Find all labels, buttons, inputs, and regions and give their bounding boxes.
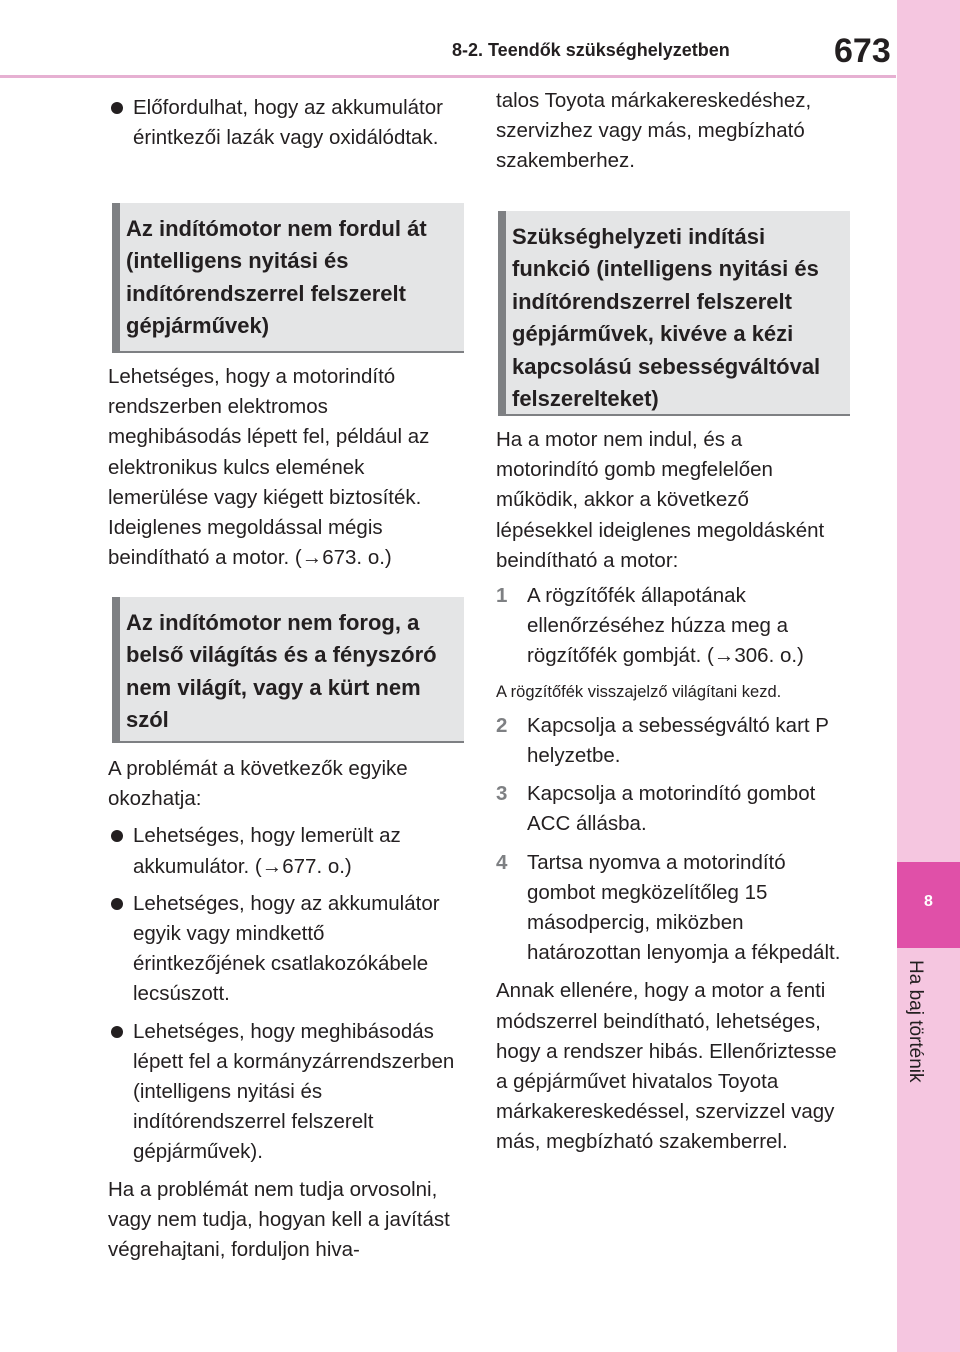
step-3: 3 Kapcsolja a motorindító gombot ACC állásba. — [496, 782, 816, 836]
chapter-label: Ha baj történik — [905, 960, 926, 1083]
page-number: 673 — [834, 32, 891, 70]
list-item: Lehetséges, hogy meghibásodás lépett fel a kormányzárrendszerben (intelligens nyitási és indítórendszerrel felszerelt gépjárművek). — [108, 1017, 460, 1168]
heading-box-starter-not-turn: Az indítómotor nem forog, a belső világítás és a fényszóró nem világít, vagy a kürt nem szól — [112, 597, 464, 743]
right-paragraph-end: Annak ellenére, hogy a motor a fenti módszerrel beindítható, lehetséges, hogy a rendszer hibás. Ellenőriztesse a gépjárművet hivatalos Toyota márkakereskedéssel, szervizzel vagy más, megbízható szakemberrel. — [496, 979, 837, 1154]
bullet-dot-icon — [111, 1026, 123, 1038]
left-paragraph-3: Ha a problémát nem tudja orvosolni, vagy nem tudja, hogyan kell a javítást végrehajtani, forduljon hiva- — [108, 1177, 450, 1262]
section-title: 8-2. Teendők szükséghelyzetben — [452, 40, 730, 60]
step-4: 4 Tartsa nyomva a motorindító gombot megközelítőleg 15 másodpercig, miközben határozottan lenyomja a fékpedált. — [496, 850, 841, 965]
bullet-dot-icon — [111, 898, 123, 910]
list-item: Lehetséges, hogy az akkumulátor egyik vagy mindkettő érintkezőjének csatlakozókábele lecsúszott. — [108, 889, 460, 1010]
left-top-bullet: Előfordulhat, hogy az akkumulátor érintkezői lazák vagy oxidálódtak. — [108, 93, 458, 153]
step-1: 1 A rögzítőfék állapotának ellenőrzéséhez húzza meg a rögzítőfék gombját. (→306. o.) — [496, 584, 804, 668]
heading-box-starter-not-crank: Az indítómotor nem fordul át (intelligens nyitási és indítórendszerrel felszerelt gépjárművek) — [112, 203, 464, 353]
left-paragraph-2: A problémát a következők egyike okozhatja: Lehetséges, hogy lemerült az akkumulátor. (→677. o.) Lehetséges, hogy az akkumulátor egyik vagy mindkettő érintkezőjének csatlakozókábele lecsúszott. Lehetséges, hogy meghibásodás lépett fel a kormányzárrendszerben (intelligens nyitási és indítórendszerrel felszerelt gépjárművek). Ha a problémát nem tudja orvosolni, vagy nem tudja, hogyan kell a javítást végrehajtani, forduljon hiva- — [108, 754, 460, 1265]
left-paragraph-1: Lehetséges, hogy a motorindító rendszerben elektromos meghibásodás lépett fel, például az elektronikus kulcs elemének lemerülése vagy kiégett biztosíték. Ideiglenes megoldással mégis beindítható a motor. (→673. o.) — [108, 365, 430, 570]
note-text: A rögzítőfék visszajelző világítani kezd. — [496, 682, 782, 701]
chapter-number: 8 — [924, 893, 933, 910]
heading-box-emergency-start: Szükséghelyzeti indítási funkció (intelligens nyitási és indítórendszerrel felszerelt gépjárművek, kivéve a kézi kapcsolású sebességváltóval felszerelteket) — [498, 211, 850, 416]
bullet-dot-icon — [111, 102, 123, 114]
bullet-dot-icon — [111, 830, 123, 842]
right-paragraph-top: talos Toyota márkakereskedéshez, szervizhez vagy más, megbízható szakemberhez. — [496, 89, 812, 173]
list-item: Lehetséges, hogy lemerült az akkumulátor. (→677. o.) — [108, 821, 460, 881]
header-divider — [0, 75, 896, 78]
chapter-sidebar — [897, 0, 960, 1352]
right-paragraph-1: Ha a motor nem indul, és a motorindító gomb megfelelően működik, akkor a következő lépésekkel ideiglenes megoldásként beindítható a motor: 1 A rögzítőfék állapotának ellenőrzéséhez húzza meg a rögzítőfék gombját. (→306. o.) A rögzítőfék visszajelző világítani kezd. 2 Kapcsolja a sebességváltó kart P helyzetbe. 3 Kapcsolja a motorindító gombot ACC állásba. 4 Tartsa nyomva a motorindító gombot megközelítőleg 15 másodpercig, miközben határozottan lenyomja a fékpedált. Annak ellenére, hogy a motor a fenti módszerrel beindítható, lehetséges, hogy a rendszer hibás. Ellenőriztesse a gépjárművet hivatalos Toyota márkakereskedéssel, szervizzel vagy más, megbízható szakemberrel. — [496, 425, 848, 1158]
step-2: 2 Kapcsolja a sebességváltó kart P helyzetbe. — [496, 713, 829, 768]
